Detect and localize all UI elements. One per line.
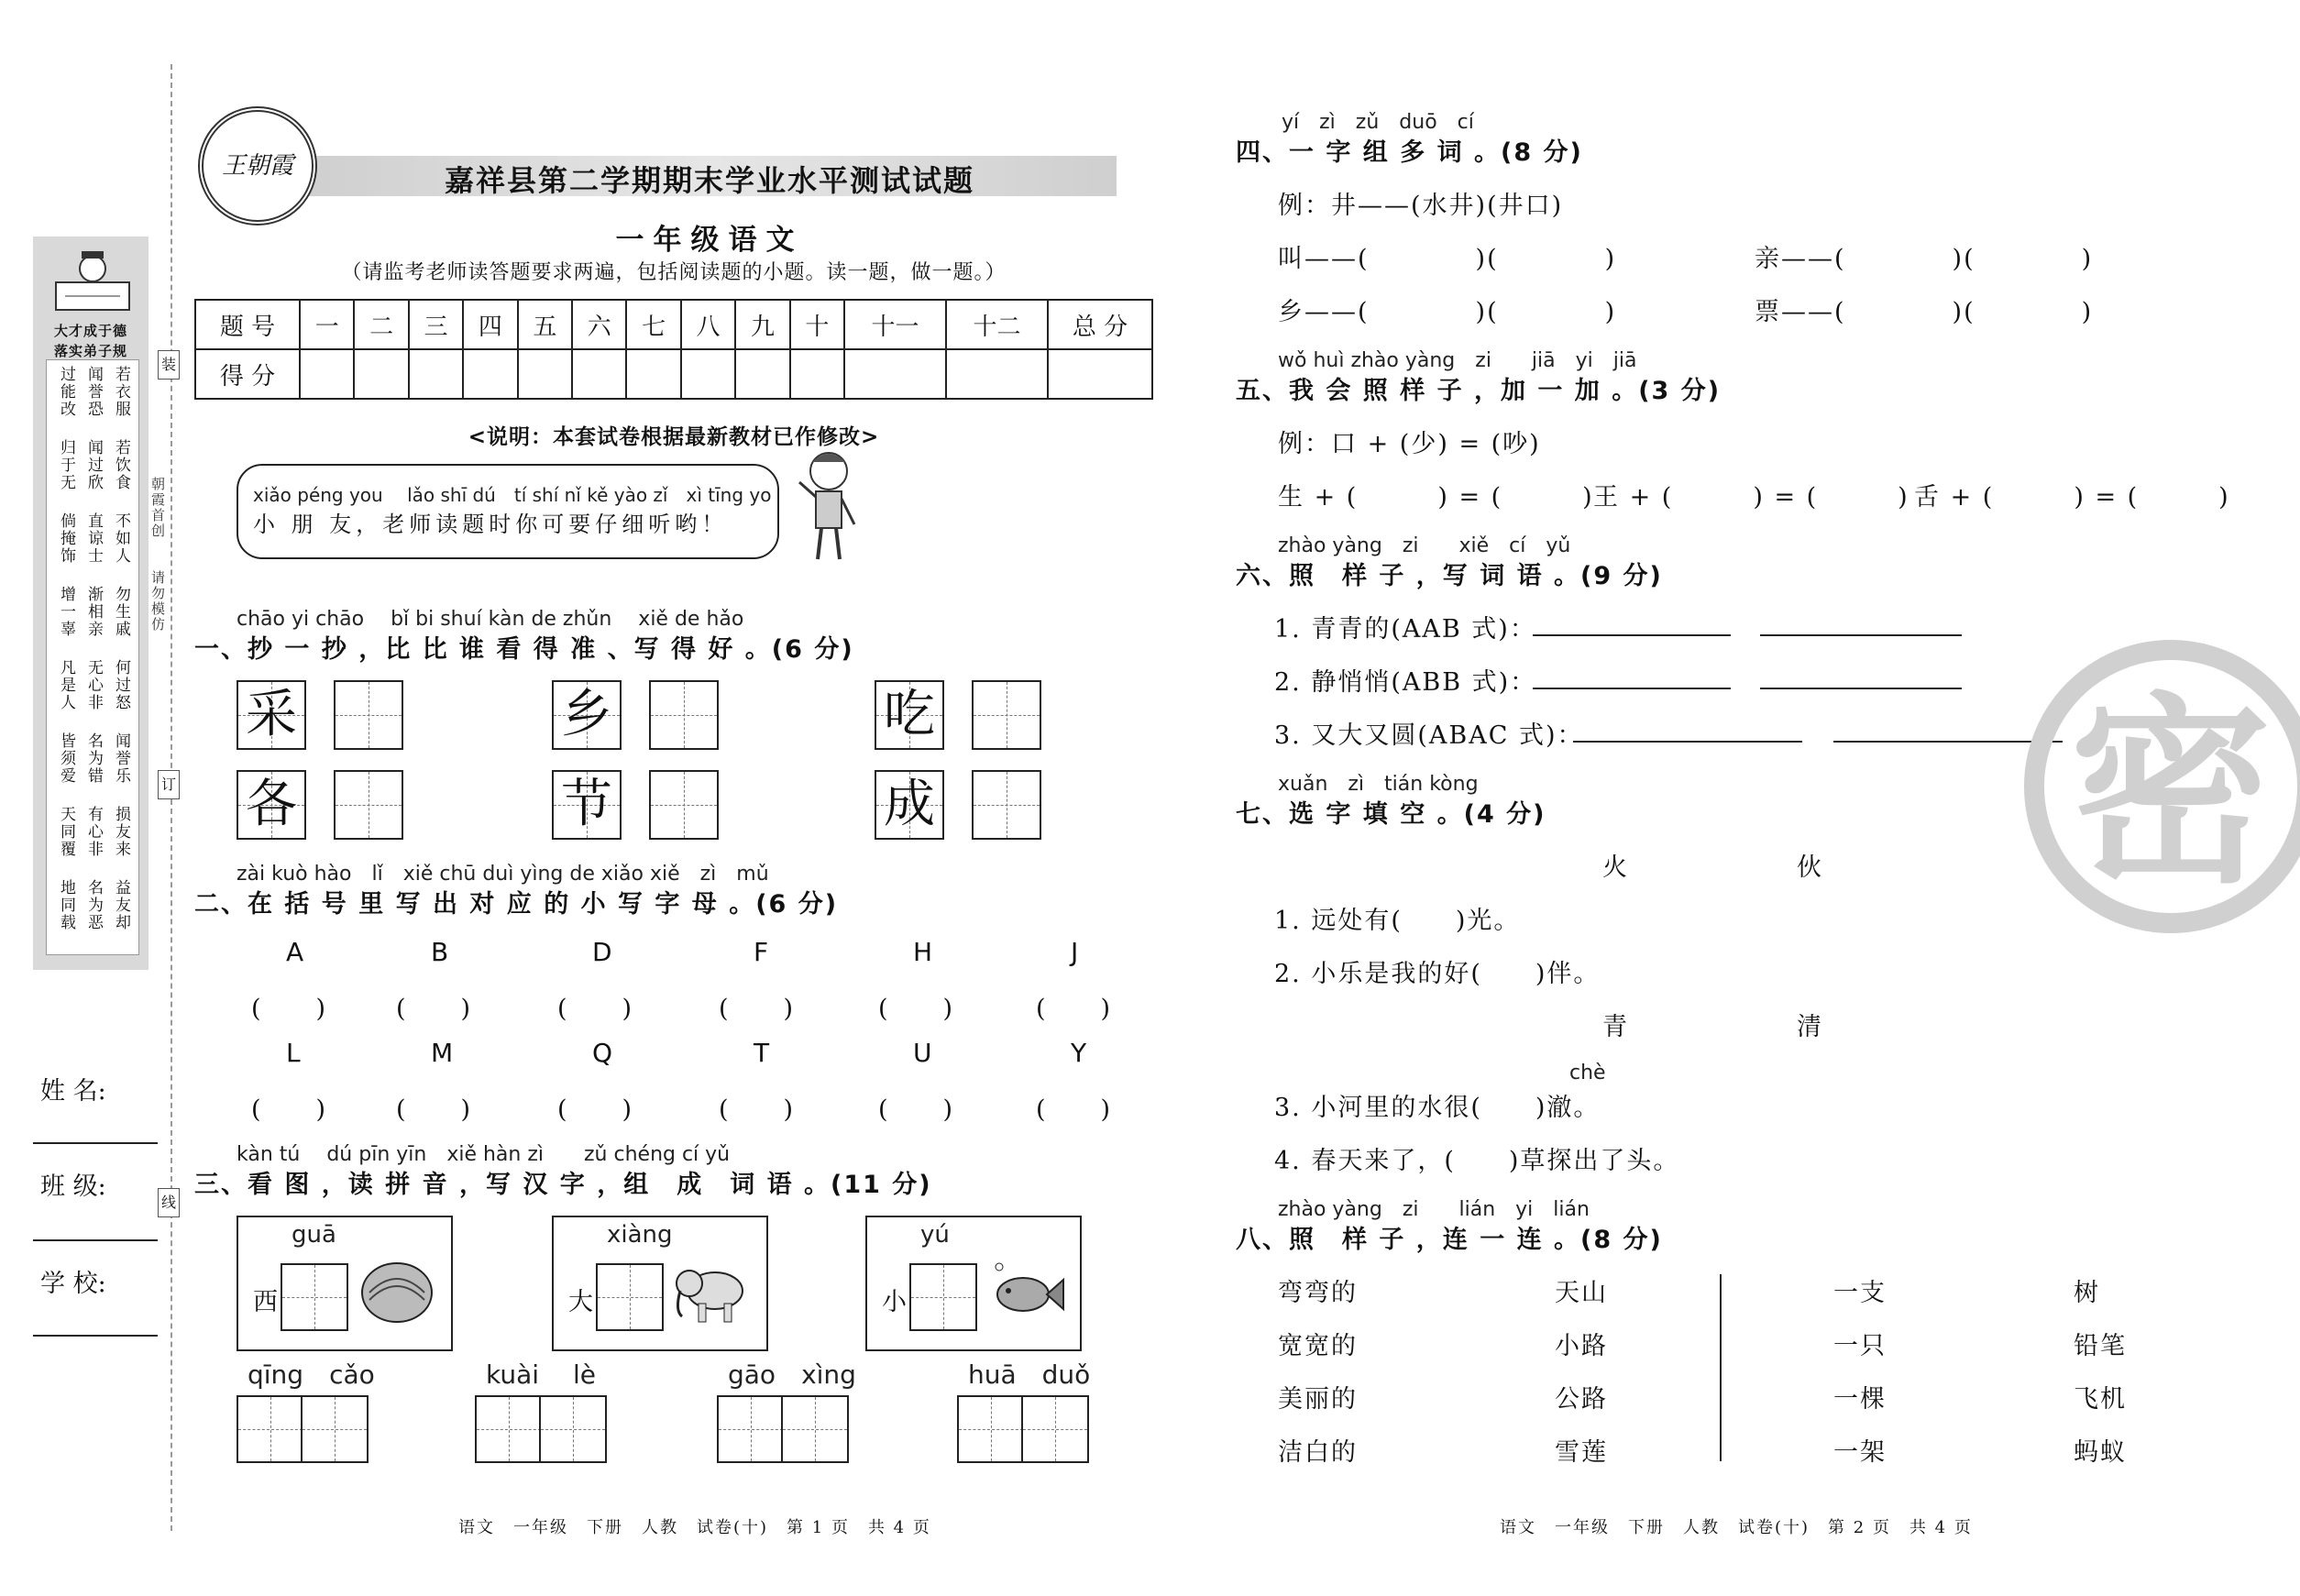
q1-model-char: 乡 [561,685,612,744]
score-cell[interactable] [844,349,946,399]
q2-answer-paren[interactable]: ( ) [878,995,955,1023]
name-field[interactable] [33,1142,158,1144]
q2-uppercase-letter: B [431,937,449,967]
q8-match-item[interactable]: 美丽的 [1278,1385,1358,1414]
motto-column: 归于无 [57,439,75,491]
q3-answer-cell[interactable] [909,1263,977,1331]
grid-guide-v [943,1265,944,1329]
q7-choice-2a: 青 [1602,1013,1629,1041]
name-label: 姓 名: [40,1077,106,1106]
q8-divider [1720,1274,1722,1461]
q3-picture-pinyin: yú [920,1221,950,1249]
binding-seal-1: 装 [158,350,180,380]
motto-column: 若饮食 [112,439,130,491]
score-header-cell: 九 [735,300,789,349]
motto-column: 过能改 [57,366,75,418]
bubble-text: 小 朋 友，老师读题时你可要仔细听哟！ [253,512,729,537]
q2-answer-paren[interactable]: ( ) [396,995,473,1023]
motto-column: 若衣服 [112,366,130,418]
binding-seal-3: 线 [158,1188,180,1217]
q2-answer-paren[interactable]: ( ) [719,995,796,1023]
score-header-cell: 七 [626,300,680,349]
score-cell[interactable] [626,349,680,399]
score-cell[interactable] [946,349,1048,399]
q7-sentence-3[interactable]: 3. 小河里的水很( )澈。 [1274,1094,1601,1122]
motto-column: 地同载 [57,879,75,931]
motto-box [46,359,139,955]
score-cell[interactable] [790,349,844,399]
q6-item-1: 1. 青青的(AAB 式)： [1274,615,1536,644]
score-cell[interactable] [300,349,354,399]
score-header-cell: 十 [790,300,844,349]
score-header-cell: 五 [518,300,572,349]
q8-match-item[interactable]: 树 [2074,1279,2100,1307]
sidebar-slogan-1: 大才成于德 [53,323,127,339]
motto-column: 凡是人 [57,659,75,711]
q3-word-cell[interactable] [717,1395,785,1463]
q8-title: 八、照 样 子 ，连 一 连 。(8 分) [1236,1226,1663,1254]
motto-column: 闻誉恐 [84,366,103,418]
q3-word-pinyin: qīng cǎo [248,1359,375,1390]
q8-match-item[interactable]: 一棵 [1833,1385,1887,1414]
q5-item-3[interactable]: 舌 + ( ) = ( ) [1914,483,2230,512]
q3-word-cell[interactable] [781,1395,849,1463]
q3-word-pinyin: gāo xìng [728,1359,856,1390]
q4-item-2[interactable]: 亲——( )( ) [1755,245,2094,273]
q3-picture-prefix: 西 [253,1288,280,1316]
logo-text: 王朝霞 [221,152,293,180]
q1-model-char-cell [237,770,306,840]
grid-guide-v [573,1397,574,1461]
q1-copy-cell[interactable] [334,680,403,750]
q8-pinyin: zhào yàng zi lián yi lián [1278,1198,1590,1221]
q2-uppercase-letter: D [592,937,612,967]
q7-sentence-2[interactable]: 2. 小乐是我的好( )伴。 [1274,960,1601,988]
score-cell[interactable] [572,349,626,399]
q2-title: 二、在 括 号 里 写 出 对 应 的 小 写 字 母 。(6 分) [194,890,839,919]
q8-match-item[interactable]: 宽宽的 [1278,1332,1358,1360]
elephant-illustration [671,1256,754,1329]
exam-note: <说明：本套试卷根据最新教材已作修改> [468,425,880,449]
watermark-seal [2024,640,2300,933]
q3-word-cell[interactable] [475,1395,543,1463]
q8-match-item[interactable]: 洁白的 [1278,1438,1358,1467]
score-cell[interactable] [354,349,408,399]
q1-copy-cell[interactable] [972,770,1041,840]
q6-answer-1a[interactable] [1533,634,1731,636]
score-header-cell: 一 [300,300,354,349]
score-cell[interactable] [735,349,789,399]
q3-word-cell[interactable] [301,1395,369,1463]
grid-guide-v [751,1397,752,1461]
q1-model-char: 各 [246,775,297,834]
q3-word-cell[interactable] [1021,1395,1089,1463]
q2-uppercase-letter: M [431,1038,454,1068]
q1-model-char: 采 [246,685,297,744]
motto-column: 直谅士 [84,512,103,565]
score-header-cell: 二 [354,300,408,349]
class-label: 班 级: [40,1172,106,1201]
vertical-note-1: 朝霞首创 [149,477,166,539]
q8-match-item[interactable]: 蚂蚁 [2074,1438,2127,1467]
q8-match-item[interactable]: 一支 [1833,1279,1887,1307]
school-field[interactable] [33,1335,158,1337]
q1-copy-cell[interactable] [649,680,719,750]
q5-example: 例：口 + (少) = (吵) [1278,430,1541,458]
grid-guide-v [630,1265,631,1329]
q6-item-3: 3. 又大又圆(ABAC 式)： [1274,721,1584,750]
q1-copy-cell[interactable] [649,770,719,840]
motto-column: 不如人 [112,512,130,565]
q4-pinyin: yí zì zǔ duō cí [1282,111,1474,134]
q3-word-pinyin: huā duǒ [968,1359,1091,1390]
score-label-cell: 得 分 [195,349,300,399]
q2-uppercase-letter: Q [592,1038,613,1068]
score-table [194,299,1153,400]
q2-answer-paren[interactable]: ( ) [557,995,634,1023]
watermelon-illustration [356,1256,438,1329]
motto-column: 无心非 [84,659,103,711]
motto-column: 倘掩饰 [57,512,75,565]
q8-match-item[interactable]: 小路 [1555,1332,1608,1360]
score-cell[interactable] [463,349,517,399]
motto-column: 损友来 [112,806,130,858]
fish-illustration [985,1256,1067,1329]
q8-match-item[interactable]: 铅笔 [2074,1332,2127,1360]
q1-model-char: 成 [884,775,935,834]
q7-che-pinyin: chè [1569,1062,1606,1084]
q1-title: 一、抄 一 抄 ，比 比 谁 看 得 准 、写 得 好 。(6 分) [194,635,854,664]
q4-item-3[interactable]: 乡——( )( ) [1278,298,1617,326]
q2-answer-paren[interactable]: ( ) [1036,1095,1113,1124]
q6-answer-3a[interactable] [1573,741,1802,743]
motto-column: 天同覆 [57,806,75,858]
q2-answer-paren[interactable]: ( ) [878,1095,955,1124]
q3-picture-prefix: 大 [568,1288,595,1316]
q4-title: 四、一 字 组 多 词 。(8 分) [1236,138,1583,167]
score-header-cell: 六 [572,300,626,349]
q7-choice-1b: 伙 [1797,853,1823,882]
q3-title: 三、看 图 ，读 拼 音 ，写 汉 字 ，组 成 词 语 。(11 分) [194,1171,932,1199]
q3-word-cell[interactable] [539,1395,607,1463]
q2-uppercase-letter: T [754,1038,770,1068]
q8-match-item[interactable]: 弯弯的 [1278,1279,1358,1307]
q1-copy-cell[interactable] [334,770,403,840]
q2-answer-paren[interactable]: ( ) [557,1095,634,1124]
q5-item-1[interactable]: 生 + ( ) = ( ) [1278,483,1594,512]
footer-right: 语文 一年级 下册 人教 试卷(十) 第 2 页 共 4 页 [1500,1518,1973,1537]
q5-title: 五、我 会 照 样 子 ，加 一 加 。(3 分) [1236,377,1722,405]
bubble-pinyin: xiǎo péng you lǎo shī dú tí shí nǐ kě yào zǐ xì tīng yo [253,484,772,506]
score-header-cell: 八 [681,300,735,349]
watermark-text: 密 [2069,676,2272,910]
score-header-cell: 十一 [844,300,946,349]
q1-model-char-cell [552,770,622,840]
grid-guide-v [815,1397,816,1461]
score-header-cell: 总 分 [1048,300,1152,349]
grid-guide-v [270,1397,271,1461]
sidebar-slogan-2: 落实弟子规 [53,343,127,359]
q2-answer-paren[interactable]: ( ) [396,1095,473,1124]
q6-title: 六、照 样 子 ，写 词 语 。(9 分) [1236,562,1663,590]
score-header-cell: 十二 [946,300,1048,349]
q1-model-char: 节 [561,775,612,834]
q3-answer-cell[interactable] [281,1263,348,1331]
vertical-note-2: 请勿模仿 [149,570,166,633]
exam-instruction: （请监考老师读答题要求两遍，包括阅读题的小题。读一题，做一题。） [341,261,1007,284]
exam-subject: 一年级语文 [615,224,804,257]
q6-pinyin: zhào yàng zi xiě cí yǔ [1278,534,1571,557]
q2-answer-paren[interactable]: ( ) [1036,995,1113,1023]
q2-uppercase-letter: L [286,1038,301,1068]
q3-word-cell[interactable] [957,1395,1025,1463]
motto-column: 益友却 [112,879,130,931]
q6-answer-1b[interactable] [1760,634,1962,636]
q1-model-char-cell [875,770,944,840]
binding-seal-2: 订 [158,770,180,799]
footer-left: 语文 一年级 下册 人教 试卷(十) 第 1 页 共 4 页 [458,1518,931,1537]
logo-seal [198,106,317,226]
q8-match-item[interactable]: 飞机 [2074,1385,2127,1414]
q3-picture-pinyin: guā [292,1221,336,1249]
motto-column: 闻誉乐 [112,732,130,785]
q2-uppercase-letter: F [754,937,769,967]
q7-sentence-1[interactable]: 1. 远处有( )光。 [1274,907,1521,935]
scholar-illustration [51,246,134,319]
q2-uppercase-letter: U [913,1038,932,1068]
class-field[interactable] [33,1239,158,1241]
q1-model-char: 吃 [884,685,935,744]
grid-guide-v [684,772,685,838]
motto-column: 勿生戚 [112,586,130,638]
q3-picture-prefix: 小 [882,1288,908,1316]
grid-guide-v [684,682,685,748]
q7-pinyin: xuǎn zì tián kòng [1278,773,1479,796]
grid-guide-v [991,1397,992,1461]
motto-column: 有心非 [84,806,103,858]
motto-column: 名为恶 [84,879,103,931]
q8-match-item[interactable]: 雪莲 [1555,1438,1608,1467]
grid-guide-v [335,1397,336,1461]
q8-match-item[interactable]: 公路 [1555,1385,1608,1414]
score-header-cell: 四 [463,300,517,349]
score-cell[interactable] [409,349,463,399]
q4-item-1[interactable]: 叫——( )( ) [1278,245,1617,273]
q2-uppercase-letter: J [1071,937,1079,967]
score-cell[interactable] [1048,349,1152,399]
score-cell[interactable] [681,349,735,399]
boy-illustration [790,446,867,565]
q8-match-item[interactable]: 一架 [1833,1438,1887,1467]
score-cell[interactable] [518,349,572,399]
q2-pinyin: zài kuò hào lǐ xiě chū duì yìng de xiǎo xiě zì mǔ [237,863,769,886]
q2-uppercase-letter: Y [1071,1038,1087,1068]
q8-match-item[interactable]: 一只 [1833,1332,1887,1360]
q1-model-char-cell [875,680,944,750]
q4-example: 例：井——(水井)(井口) [1278,192,1564,220]
q4-item-4[interactable]: 票——( )( ) [1755,298,2094,326]
q3-answer-cell[interactable] [596,1263,664,1331]
q1-model-char-cell [552,680,622,750]
motto-column: 皆须爱 [57,732,75,785]
grid-guide-v [509,1397,510,1461]
q6-answer-3b[interactable] [1833,741,2063,743]
score-header-cell: 三 [409,300,463,349]
q2-uppercase-letter: H [913,937,933,967]
q2-uppercase-letter: A [286,937,304,967]
q7-choice-1a: 火 [1602,853,1629,882]
q2-answer-paren[interactable]: ( ) [719,1095,796,1124]
q1-pinyin: chāo yi chāo bǐ bi shuí kàn de zhǔn xiě de hǎo [237,608,744,631]
q2-answer-paren[interactable]: ( ) [251,995,328,1023]
q6-answer-2a[interactable] [1533,688,1731,689]
q5-pinyin: wǒ huì zhào yàng zi jiā yi jiā [1278,349,1637,372]
q1-copy-cell[interactable] [972,680,1041,750]
grid-guide-v [314,1265,315,1329]
q7-sentence-4[interactable]: 4. 春天来了，( )草探出了头。 [1274,1147,1680,1175]
score-header-cell: 题 号 [195,300,300,349]
q6-item-2: 2. 静悄悄(ABB 式)： [1274,668,1537,697]
q3-pinyin: kàn tú dú pīn yīn xiě hàn zì zǔ chéng cí yǔ [237,1143,731,1166]
motto-column: 增一辜 [57,586,75,638]
q1-model-char-cell [237,680,306,750]
school-label: 学 校: [40,1270,106,1298]
q8-match-item[interactable]: 天山 [1555,1279,1608,1307]
q5-item-2[interactable]: 王 + ( ) = ( ) [1593,483,1909,512]
exam-title: 嘉祥县第二学期期末学业水平测试试题 [444,163,974,198]
motto-column: 何过怒 [112,659,130,711]
q3-picture-pinyin: xiàng [607,1221,673,1249]
motto-column: 闻过欣 [84,439,103,491]
grid-guide-v [1055,1397,1056,1461]
q2-answer-paren[interactable]: ( ) [251,1095,328,1124]
motto-column: 渐相亲 [84,586,103,638]
q6-answer-2b[interactable] [1760,688,1962,689]
q3-word-cell[interactable] [237,1395,304,1463]
q7-title: 七、选 字 填 空 。(4 分) [1236,800,1546,829]
motto-column: 名为错 [84,732,103,785]
q7-choice-2b: 清 [1797,1013,1823,1041]
q3-word-pinyin: kuài lè [486,1359,596,1390]
